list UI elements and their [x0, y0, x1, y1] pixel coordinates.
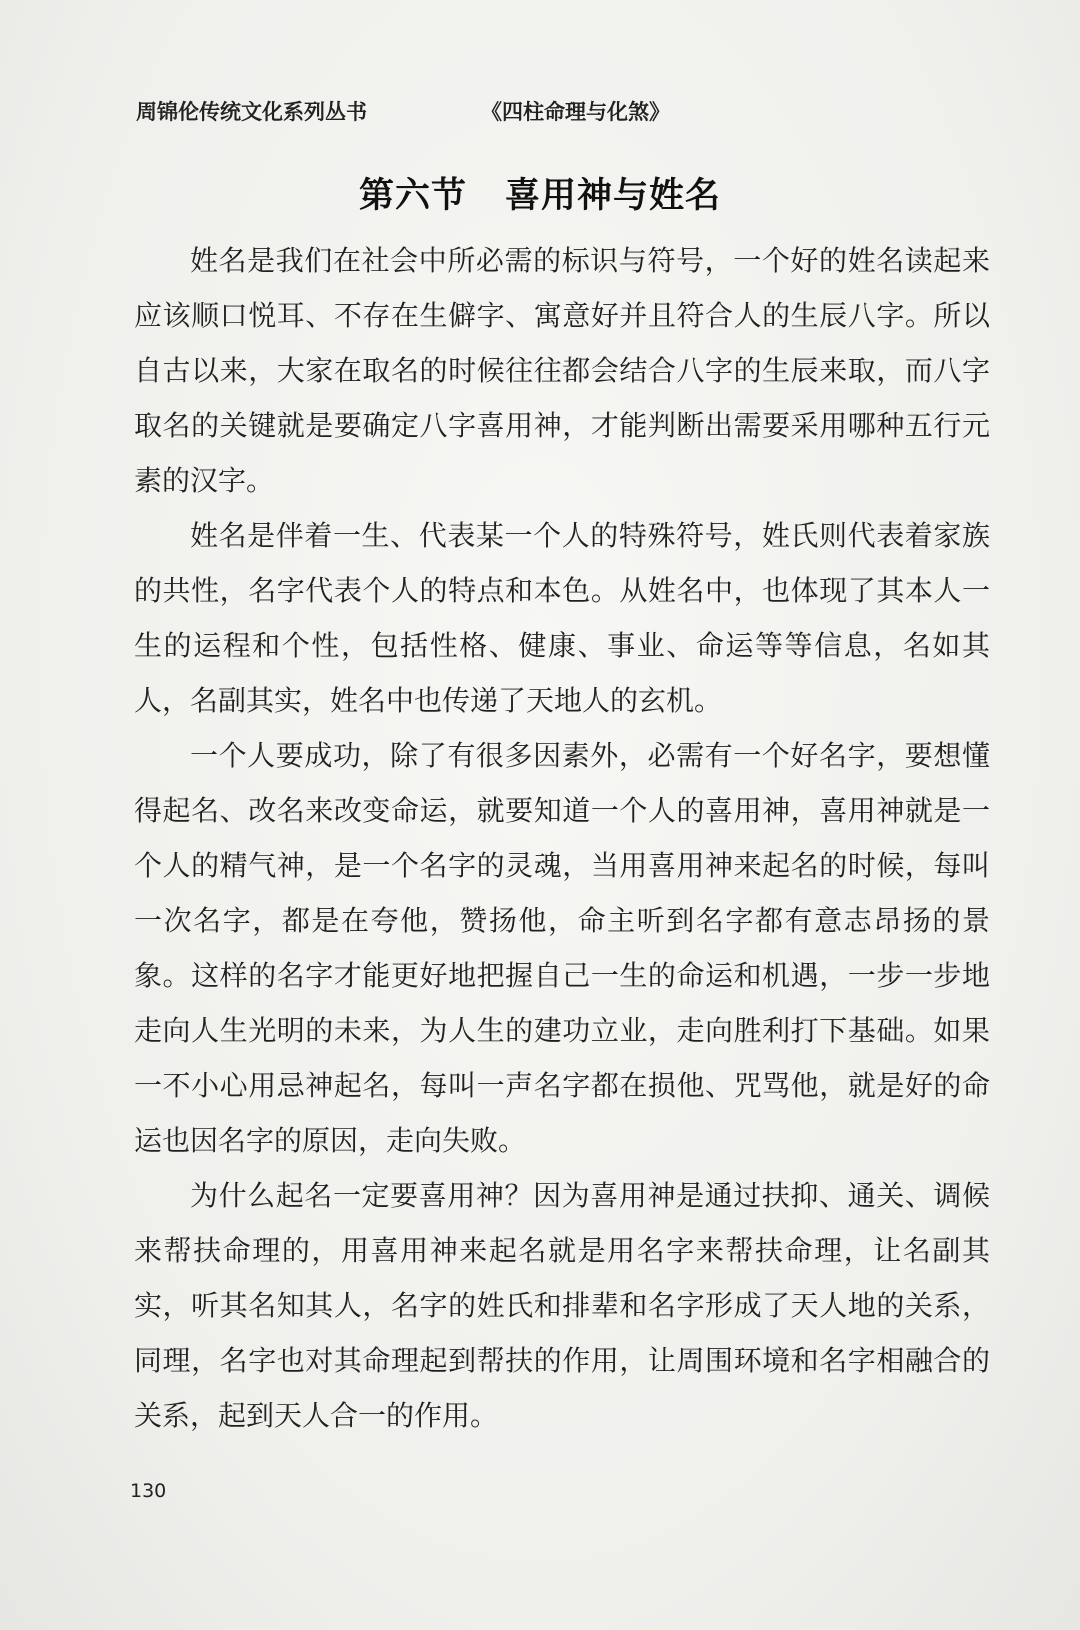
section-heading	[0, 168, 1080, 218]
paragraph-2: 姓名是伴着一生、代表某一个人的特殊符号，姓氏则代表着家族的共性，名字代表个人的特点和本色。从姓名中，也体现了其本人一生的运程和个性，包括性格、健康、事业、命运等等信息，名如其人，名副其实，姓名中也传递了天地人的玄机。	[134, 519, 990, 717]
series-title: 周锦伦传统文化系列丛书	[136, 100, 367, 124]
running-header	[136, 96, 956, 128]
page-number: 130	[130, 1480, 167, 1502]
section-number: 第六节	[358, 176, 467, 216]
body-text	[134, 233, 990, 1443]
paragraph-1: 姓名是我们在社会中所必需的标识与符号，一个好的姓名读起来应该顺口悦耳、不存在生僻字、寓意好并且符合人的生辰八字。所以自古以来，大家在取名的时候往往都会结合八字的生辰来取，而八字取名的关键就是要确定八字喜用神，才能判断出需要采用哪种五行元素的汉字。	[134, 244, 990, 497]
section-title-text: 喜用神与姓名	[505, 176, 722, 216]
paragraph-4: 为什么起名一定要喜用神？因为喜用神是通过扶抑、通关、调候来帮扶命理的，用喜用神来起名就是用名字来帮扶命理，让名副其实，听其名知其人，名字的姓氏和排辈和名字形成了天人地的关系，同理，名字也对其命理起到帮扶的作用，让周围环境和名字相融合的关系，起到天人合一的作用。	[134, 1179, 990, 1432]
book-title: 《四柱命理与化煞》	[481, 100, 670, 124]
paragraph-3: 一个人要成功，除了有很多因素外，必需有一个好名字，要想懂得起名、改名来改变命运，就要知道一个人的喜用神，喜用神就是一个人的精气神，是一个名字的灵魂，当用喜用神来起名的时候，每叫一次名字，都是在夸他，赞扬他，命主听到名字都有意志昂扬的景象。这样的名字才能更好地把握自己一生的命运和机遇，一步一步地走向人生光明的未来，为人生的建功立业，走向胜利打下基础。如果一不小心用忌神起名，每叫一声名字都在损他、咒骂他，就是好的命运也因名字的原因，走向失败。	[134, 739, 990, 1157]
